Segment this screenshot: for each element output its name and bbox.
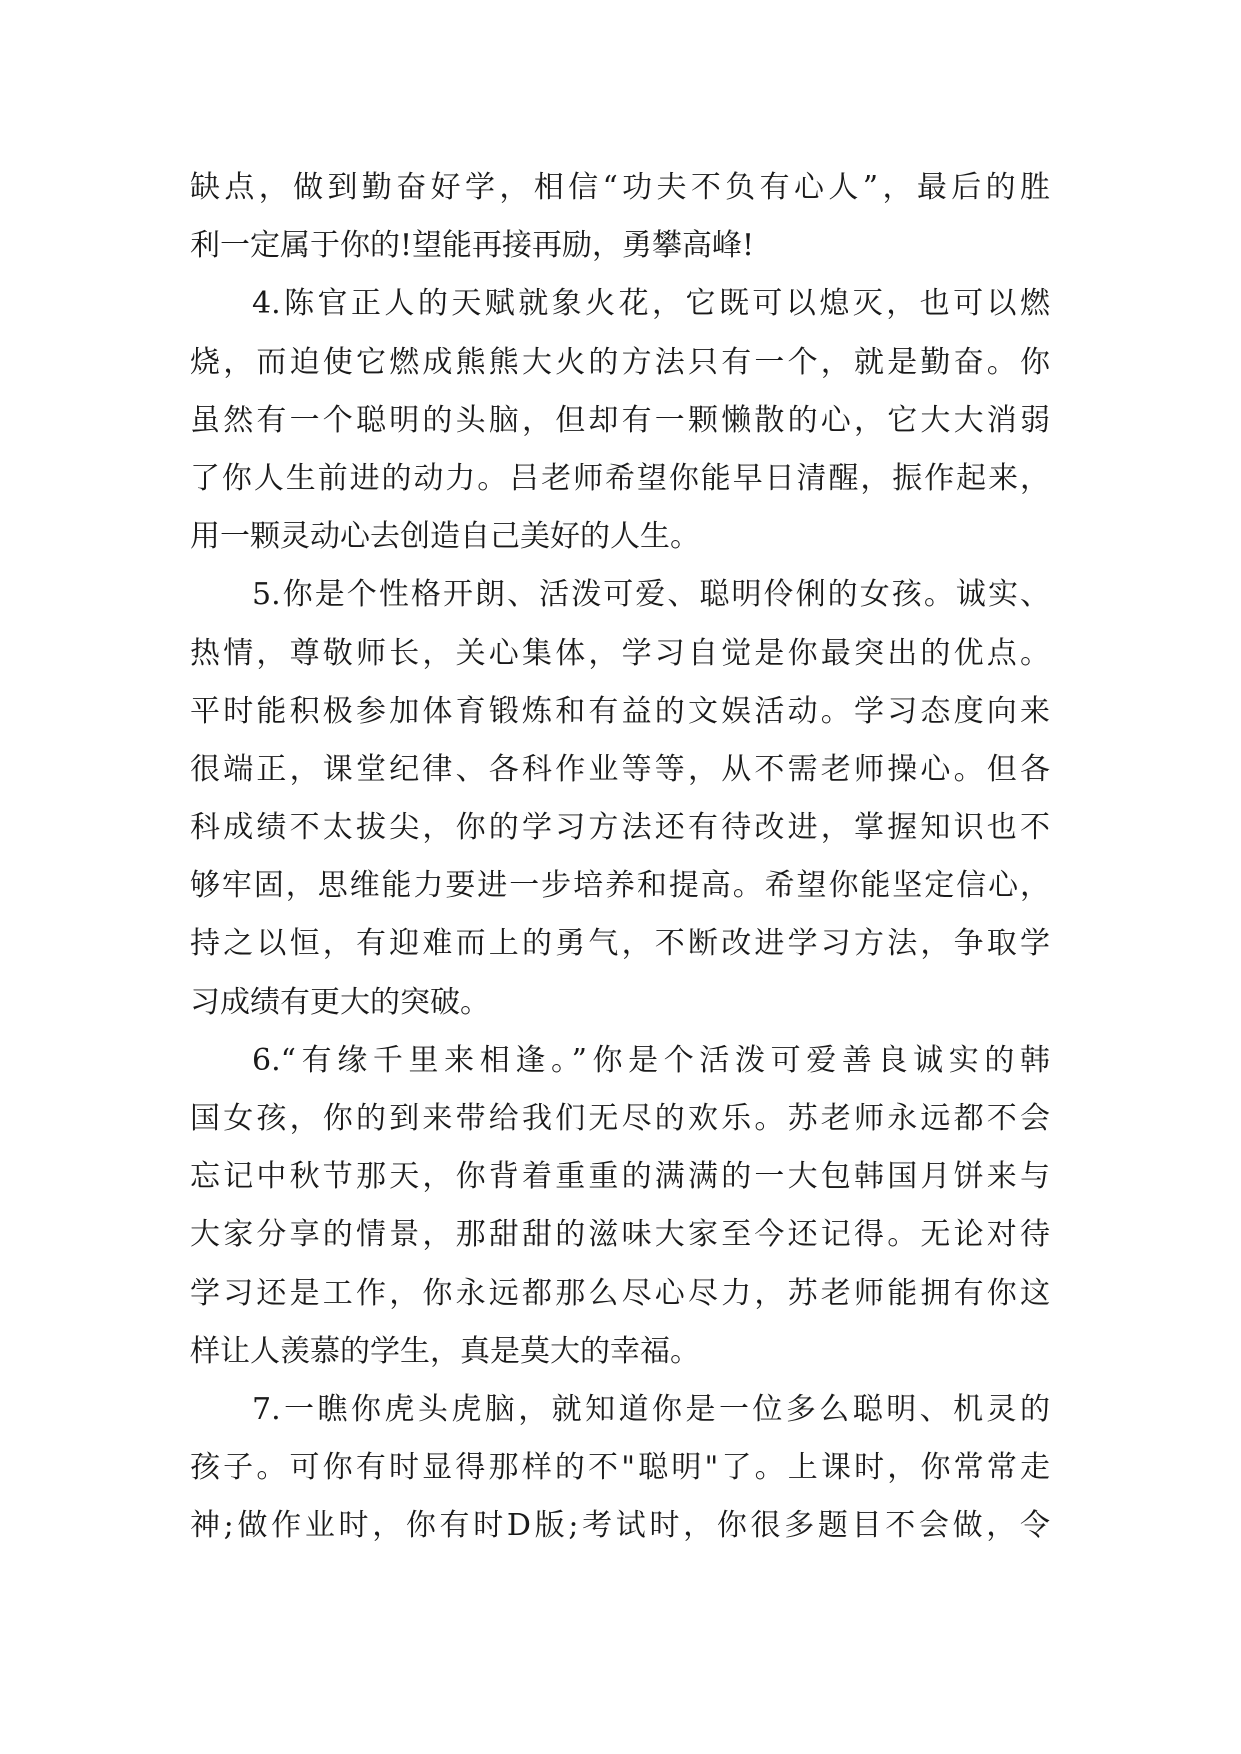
text-line: 了你人生前进的动力。吕老师希望你能早日清醒，振作起来，	[190, 460, 1050, 496]
text-line: 大家分享的情景，那甜甜的滋味大家至今还记得。无论对待	[190, 1217, 1050, 1253]
text-line: 样让人羡慕的学生，真是莫大的幸福。	[190, 1333, 700, 1369]
text-line: 孩子。可你有时显得那样的不"聪明"了。上课时，你常常走	[190, 1450, 1050, 1486]
document-body	[190, 159, 1050, 1556]
text-line: 很端正，课堂纪律、各科作业等等，从不需老师操心。但各	[190, 751, 1050, 787]
text-line: 神;做作业时，你有时D版;考试时，你很多题目不会做，令	[190, 1508, 1050, 1544]
text-line: 忘记中秋节那天，你背着重重的满满的一大包韩国月饼来与	[190, 1159, 1050, 1195]
text-line: 虽然有一个聪明的头脑，但却有一颗懒散的心，它大大消弱	[190, 402, 1050, 438]
paragraph-start-line: 7.一瞧你虎头虎脑，就知道你是一位多么聪明、机灵的	[252, 1391, 1050, 1427]
text-line: 平时能积极参加体育锻炼和有益的文娱活动。学习态度向来	[190, 693, 1050, 729]
text-line: 缺点，做到勤奋好学，相信“功夫不负有心人”，最后的胜	[190, 170, 1050, 205]
text-line: 烧，而迫使它燃成熊熊大火的方法只有一个，就是勤奋。你	[190, 344, 1050, 380]
text-line: 国女孩，你的到来带给我们无尽的欢乐。苏老师永远都不会	[190, 1101, 1050, 1136]
text-line: 用一颗灵动心去创造自己美好的人生。	[190, 519, 700, 555]
text-line: 够牢固，思维能力要进一步培养和提高。希望你能坚定信心，	[190, 868, 1050, 904]
paragraph-start-line: 6.“有缘千里来相逢。”你是个活泼可爱善良诚实的韩	[252, 1042, 1050, 1078]
text-line: 利一定属于你的!望能再接再励，勇攀高峰!	[190, 228, 755, 264]
text-line: 科成绩不太拔尖，你的学习方法还有待改进，掌握知识也不	[190, 810, 1050, 846]
text-line: 学习还是工作，你永远都那么尽心尽力，苏老师能拥有你这	[190, 1275, 1050, 1311]
paragraph-start-line: 4.陈官正人的天赋就象火花，它既可以熄灭，也可以燃	[252, 286, 1050, 322]
text-line: 习成绩有更大的突破。	[190, 984, 490, 1020]
text-line: 持之以恒，有迎难而上的勇气，不断改进学习方法，争取学	[190, 926, 1050, 962]
paragraph-start-line: 5.你是个性格开朗、活泼可爱、聪明伶俐的女孩。诚实、	[252, 577, 1050, 613]
text-line: 热情，尊敬师长，关心集体，学习自觉是你最突出的优点。	[190, 635, 1050, 671]
